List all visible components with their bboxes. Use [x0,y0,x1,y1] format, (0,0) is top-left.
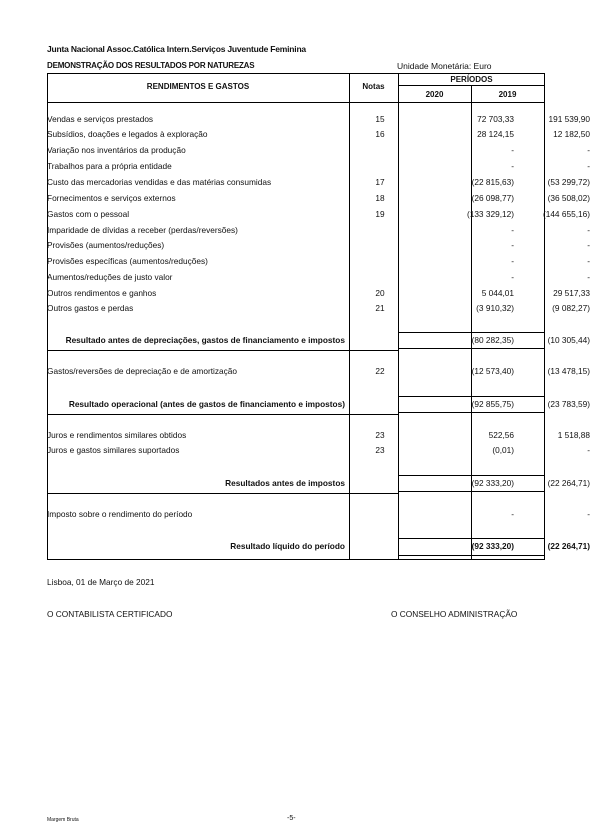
subtotal-operating-row [47,399,590,413]
subtotal2-top-rule [398,396,545,397]
table-row [47,129,590,143]
margin-note: Margem Bruta [47,817,79,823]
subtotal-value-2019: (10 305,44) [547,335,590,345]
row-label: Variação nos inventários da produção [47,145,186,155]
row-label: Gastos com o pessoal [47,209,130,219]
subtotal-label: Resultado antes de depreciações, gastos de financiamento e impostos [65,335,345,345]
row-value-2019: 1 518,88 [557,430,590,440]
net-top-rule [398,538,545,539]
page-number: -5- [287,815,296,822]
subtotal-value-2020: (92 855,75) [471,399,514,409]
table-row [47,114,590,128]
subtotal-ebitda-row [47,335,590,349]
subtotal-value-2020: (92 333,20) [471,478,514,488]
row-label: Outros rendimentos e ganhos [47,288,157,298]
row-note: 16 [375,129,385,139]
row-value-2019: 191 539,90 [548,114,590,124]
row-value-2019: (53 299,72) [547,177,590,187]
col-header-2020: 2020 [425,90,444,99]
row-label: Subsídios, doações e legados à exploração [47,129,208,139]
board-signature-label: O CONSELHO ADMINISTRAÇÃO [391,609,518,619]
row-note: 19 [375,209,385,219]
col-header-2019: 2019 [498,90,517,99]
row-value-2019: - [587,145,590,155]
row-value-2019: - [587,272,590,282]
row-value-2019: (36 508,02) [547,193,590,203]
row-note: 17 [375,177,385,187]
col-header-periods: PERÍODOS [450,75,493,84]
interest-income-row [47,430,590,444]
net-value-2019: (22 264,71) [547,541,590,551]
statement-title: DEMONSTRAÇÃO DOS RESULTADOS POR NATUREZAS [47,61,255,70]
row-value-2020: - [511,225,514,235]
row-note: 22 [375,366,385,376]
row-value-2019: 29 517,33 [553,288,590,298]
row-value-2020: (3 910,32) [476,303,514,313]
row-value-2019: - [587,161,590,171]
interest-expense-row [47,445,590,459]
subtotal-value-2019: (23 783,59) [547,399,590,409]
table-row [47,256,590,270]
net-result-row [47,541,590,555]
row-value-2019: - [587,225,590,235]
row-value-2019: (144 655,16) [542,209,590,219]
row-value-2020: - [511,161,514,171]
row-value-2020: - [511,509,514,519]
row-note: 18 [375,193,385,203]
row-note: 20 [375,288,385,298]
row-label: Trabalhos para a própria entidade [47,161,172,171]
table-row [47,272,590,286]
row-label: Aumentos/reduções de justo valor [47,272,173,282]
row-value-2020: (22 815,63) [471,177,514,187]
depreciation-row [47,366,590,380]
subtotal3-top-rule [398,475,545,476]
subtotal1-bottom-rule [47,350,398,351]
table-row [47,240,590,254]
row-value-2020: (12 573,40) [471,366,514,376]
row-value-2019: (9 082,27) [552,303,590,313]
subtotal-value-2019: (22 264,71) [547,478,590,488]
table-row [47,193,590,207]
row-value-2020: 72 703,33 [477,114,514,124]
row-label: Gastos/reversões de depreciação e de amortização [47,366,238,376]
row-label: Custo das mercadorias vendidas e das matérias consumidas [47,177,272,187]
table-row [47,161,590,175]
table-row [47,303,590,317]
subtotal-value-2020: (80 282,35) [471,335,514,345]
net-label: Resultado líquido do período [230,541,345,551]
row-value-2020: (26 098,77) [471,193,514,203]
place-date: Lisboa, 01 de Março de 2021 [47,577,155,587]
row-value-2020: 522,56 [488,430,514,440]
row-value-2020: - [511,256,514,266]
row-value-2019: 12 182,50 [553,129,590,139]
row-label: Fornecimentos e serviços externos [47,193,176,203]
row-value-2019: (13 478,15) [547,366,590,376]
row-note: 23 [375,445,385,455]
table-row [47,288,590,302]
subtotal-label: Resultado operacional (antes de gastos de financiamento e impostos) [68,399,345,409]
row-label: Juros e gastos similares suportados [47,445,180,455]
row-value-2020: 5 044,01 [481,288,514,298]
row-label: Juros e rendimentos similares obtidos [47,430,187,440]
row-label: Provisões específicas (aumentos/reduções) [47,256,208,266]
subtotal-pretax-row [47,478,590,492]
row-value-2019: - [587,445,590,455]
subtotal-label: Resultados antes de impostos [225,478,345,488]
table-bottom-border [47,559,545,560]
row-note: 15 [375,114,385,124]
subtotal3-bottom-rule [47,493,398,494]
row-label: Vendas e serviços prestados [47,114,154,124]
table-row [47,145,590,159]
table-top-border [47,73,545,74]
row-note: 21 [375,303,385,313]
entity-name: Junta Nacional Assoc.Católica Intern.Serviços Juventude Feminina [47,44,306,54]
tax-row [47,509,590,523]
subtotal2-bottom-rule [47,414,398,415]
col-header-notes: Notas [362,82,385,91]
currency-unit: Unidade Monetária: Euro [397,61,492,71]
row-value-2020: - [511,272,514,282]
row-value-2019: - [587,509,590,519]
table-row [47,225,590,239]
row-value-2020: (0,01) [492,445,514,455]
row-note: 23 [375,430,385,440]
row-value-2020: - [511,145,514,155]
row-label: Imposto sobre o rendimento do período [47,509,193,519]
accountant-signature-label: O CONTABILISTA CERTIFICADO [47,609,173,619]
row-value-2020: (133 329,12) [466,209,514,219]
net-value-2020: (92 333,20) [471,541,514,551]
row-label: Provisões (aumentos/reduções) [47,240,165,250]
row-value-2019: - [587,240,590,250]
subtotal1-top-rule [398,332,545,333]
table-row [47,209,590,223]
col-header-label: RENDIMENTOS E GASTOS [146,82,250,91]
row-value-2019: - [587,256,590,266]
row-value-2020: 28 124,15 [477,129,514,139]
row-value-2020: - [511,240,514,250]
table-row [47,177,590,191]
row-label: Imparidade de dívidas a receber (perdas/reversões) [47,225,238,235]
net-double-rule [398,555,545,556]
row-label: Outros gastos e perdas [47,303,134,313]
